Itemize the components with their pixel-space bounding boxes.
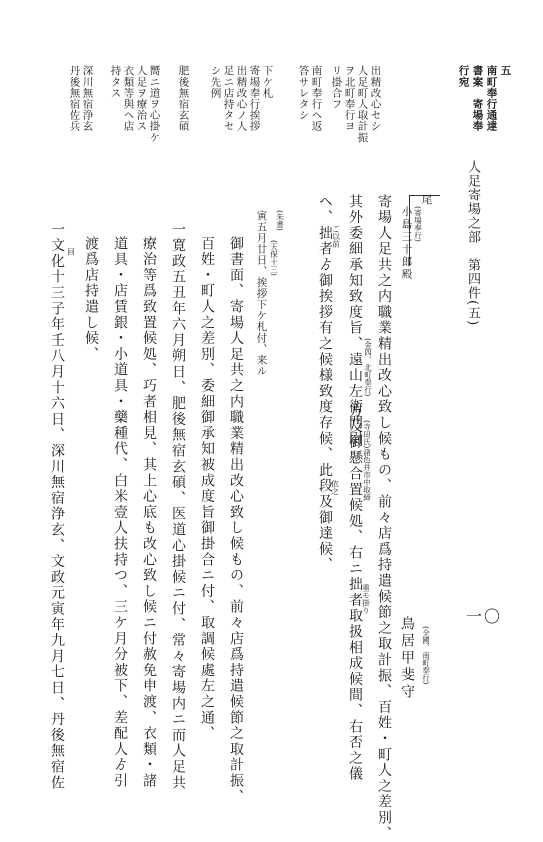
body-col-3: ヘ、拙者ゟ御挨拶有之候様致度存候、此段及御達候、 [317, 194, 333, 574]
top-note-heading-1: 五 [499, 65, 512, 77]
body-col-2-note1: (金四、北町奉行) [363, 338, 373, 397]
addressee-name: 小島三十郎殿 [400, 206, 413, 281]
body-col-2b: 方及御懸合置候処、右ニ拙者取扱相成候間、右否之儀 [347, 403, 363, 783]
body-col-10: 渡爲店持遣し候、 [83, 236, 99, 363]
body-col-4: 寅五月廿日、挨拶下ケ札付、来ル [255, 210, 268, 377]
top-note-heading-4: 行宛 [457, 65, 470, 88]
top-note-col: 足ニ店持タセ [222, 65, 235, 132]
top-note-col: 衣類等與ヘ店 [122, 65, 135, 132]
body-col-6: 百姓・町人之差別、委細御承知被成度旨御掛合ニ付、取調候處左之通、 [199, 236, 215, 742]
body-col-1: 寄場人足共之内職業精出改心致し候もの、前々店爲持遣候節之取計振、百姓・町人之差別、 [376, 194, 392, 842]
top-note-col: 人足ヲ療治ス [135, 65, 148, 132]
running-title: 人足寄場之部 第四件(五) [465, 160, 480, 327]
body-col-5: 御書面、寄場人足共之内職業精出改心致し候もの、前々店爲持遣候節之取計振、 [228, 236, 244, 805]
body-col-7: 一寛政五丑年六月朔日、肥後無宿玄碩、医道心掛候ニ付、常々寄場内ニ而人足共 [170, 222, 186, 791]
sender-name: 鳥居甲斐守 [399, 616, 415, 701]
top-note-col: 肥後無宿玄碩 [177, 65, 190, 132]
body-col-11-mark: 回 [66, 248, 76, 256]
top-note-col: 寄場奉行挨拶 [248, 65, 261, 132]
top-note-col: 出精改心セシ [369, 65, 382, 132]
top-note-col: リ掛合フ [330, 65, 343, 110]
top-note-heading-2: 南町奉行通達 [485, 65, 498, 132]
top-note-col: シ先例 [209, 65, 222, 99]
body-col-4-year: (朱書) [275, 210, 285, 231]
top-note-col: 出精改心ノ人 [235, 65, 248, 132]
addressee-note: (寄場奉行) [413, 206, 423, 242]
top-note-col: 下ケ札 [261, 65, 274, 99]
top-note-col: 答サレタシ [297, 65, 310, 121]
page-number: 一〇 [466, 607, 503, 626]
body-col-2a: 其外委細承知致度旨、遠山左衛門尉 [347, 194, 363, 447]
top-note-col: 深川無宿浄玄 [81, 65, 94, 132]
top-note-col: 人足町人取計振 [356, 65, 369, 143]
top-note-col: ヲ北町奉行ヨ [343, 65, 356, 132]
body-col-2-note2: (寺田氏)諸色并市中取締 [362, 420, 372, 501]
top-note-col: 南町奉行ヘ返 [310, 65, 323, 132]
body-col-8: 療治等爲致置候処、巧者相見、其上心底も改心致し候ニ付赦免申渡、衣類・諸 [141, 236, 157, 789]
addressee-bracket-label: 尾 [420, 194, 433, 206]
body-col-2-note3: 重モ掛り [361, 584, 371, 614]
sender-note: (全國、南町奉行) [421, 626, 431, 685]
body-col-3-note1: ご以前 [331, 225, 341, 248]
top-note-col: 丹後無宿佐兵 [68, 65, 81, 132]
top-note-col: 嚮ニ道ヲ心掛ケ [148, 65, 161, 143]
top-note-col: 持タス [109, 65, 122, 99]
body-col-9: 道具・店賃銀・小道具・藥種代、白米壹人扶持つ、三ケ月分被下、差配人ゟ引 [112, 236, 128, 789]
top-note-heading-3: 書案 寄場奉 [471, 65, 484, 132]
body-col-3-note2: 依之 [330, 480, 340, 495]
body-col-11: 一文化十三子年壬八月十六日、深川無宿浄玄、文政元寅年九月七日、丹後無宿佐 [49, 222, 65, 791]
body-col-4-note: (天保十三) [269, 240, 279, 276]
